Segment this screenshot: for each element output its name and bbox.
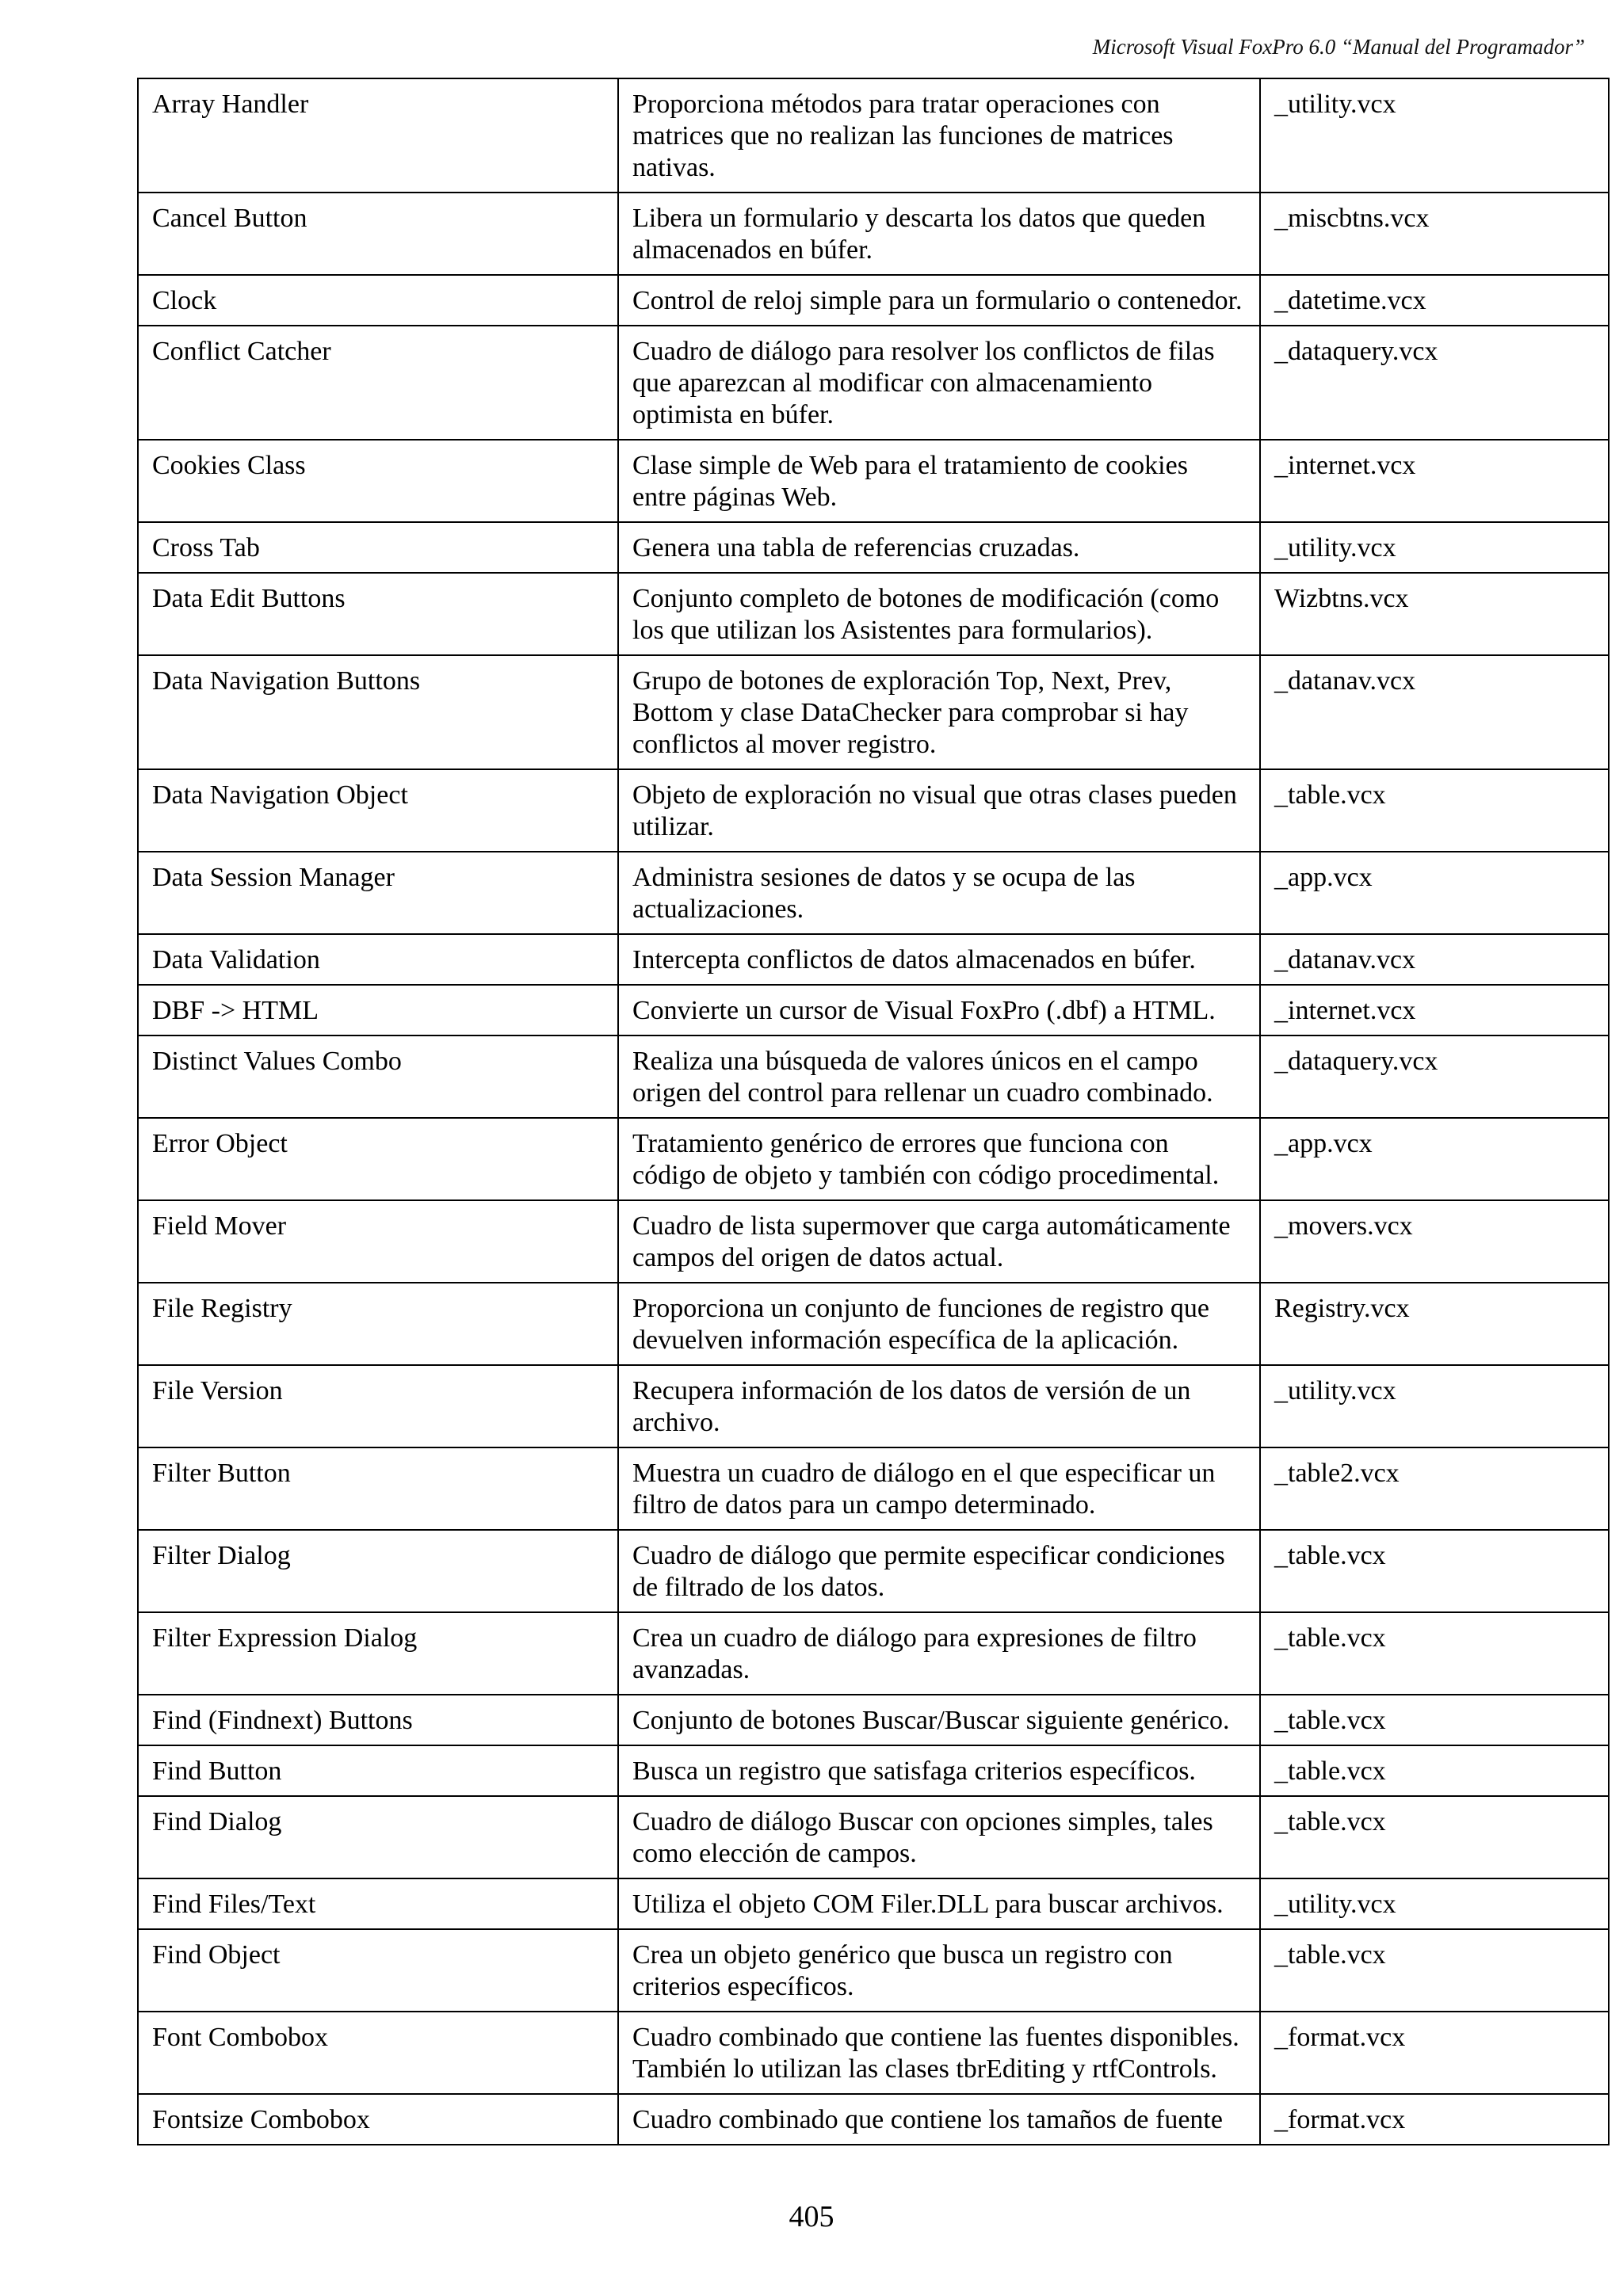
library-cell: _table.vcx	[1260, 1796, 1609, 1878]
table-row	[138, 1929, 1609, 2012]
table-row	[138, 1283, 1609, 1365]
library-cell: _utility.vcx	[1260, 78, 1609, 193]
description-cell: Libera un formulario y descarta los datos que queden almacenados en búfer.	[618, 193, 1260, 275]
description-cell: Crea un cuadro de diálogo para expresiones de filtro avanzadas.	[618, 1612, 1260, 1695]
description-cell: Convierte un cursor de Visual FoxPro (.dbf) a HTML.	[618, 985, 1260, 1035]
class-name-cell: Find Button	[138, 1745, 618, 1796]
class-name-cell: Filter Button	[138, 1447, 618, 1530]
library-cell: _datanav.vcx	[1260, 934, 1609, 985]
library-cell: _table.vcx	[1260, 1530, 1609, 1612]
table-row	[138, 2012, 1609, 2094]
description-cell: Cuadro de diálogo para resolver los conflictos de filas que aparezcan al modificar con almacenamiento optimista en búfer.	[618, 326, 1260, 440]
description-cell: Realiza una búsqueda de valores únicos en el campo origen del control para rellenar un cuadro combinado.	[618, 1035, 1260, 1118]
class-name-cell: File Registry	[138, 1283, 618, 1365]
class-reference-table	[137, 78, 1610, 2145]
library-cell: _miscbtns.vcx	[1260, 193, 1609, 275]
class-name-cell: Array Handler	[138, 78, 618, 193]
table-body	[138, 78, 1609, 2145]
description-cell: Cuadro combinado que contiene las fuentes disponibles. También lo utilizan las clases tbrEditing y rtfControls.	[618, 2012, 1260, 2094]
class-name-cell: Find Dialog	[138, 1796, 618, 1878]
class-name-cell: File Version	[138, 1365, 618, 1447]
table-row	[138, 1612, 1609, 1695]
table-row	[138, 852, 1609, 934]
description-cell: Grupo de botones de exploración Top, Next, Prev, Bottom y clase DataChecker para comprobar si hay conflictos al mover registro.	[618, 655, 1260, 769]
class-name-cell: Clock	[138, 275, 618, 326]
description-cell: Control de reloj simple para un formulario o contenedor.	[618, 275, 1260, 326]
description-cell: Muestra un cuadro de diálogo en el que especificar un filtro de datos para un campo determinado.	[618, 1447, 1260, 1530]
description-cell: Conjunto completo de botones de modificación (como los que utilizan los Asistentes para formularios).	[618, 573, 1260, 655]
class-name-cell: Find Object	[138, 1929, 618, 2012]
table-row	[138, 1200, 1609, 1283]
description-cell: Utiliza el objeto COM Filer.DLL para buscar archivos.	[618, 1878, 1260, 1929]
class-name-cell: Data Edit Buttons	[138, 573, 618, 655]
library-cell: Wizbtns.vcx	[1260, 573, 1609, 655]
description-cell: Objeto de exploración no visual que otras clases pueden utilizar.	[618, 769, 1260, 852]
description-cell: Clase simple de Web para el tratamiento de cookies entre páginas Web.	[618, 440, 1260, 522]
class-name-cell: Data Session Manager	[138, 852, 618, 934]
library-cell: _datanav.vcx	[1260, 655, 1609, 769]
class-name-cell: Distinct Values Combo	[138, 1035, 618, 1118]
table-row	[138, 1745, 1609, 1796]
library-cell: _table.vcx	[1260, 1929, 1609, 2012]
description-cell: Cuadro de diálogo Buscar con opciones simples, tales como elección de campos.	[618, 1796, 1260, 1878]
table-row	[138, 1118, 1609, 1200]
class-name-cell: Filter Dialog	[138, 1530, 618, 1612]
library-cell: _table2.vcx	[1260, 1447, 1609, 1530]
class-name-cell: Find Files/Text	[138, 1878, 618, 1929]
library-cell: _table.vcx	[1260, 1695, 1609, 1745]
library-cell: _movers.vcx	[1260, 1200, 1609, 1283]
table-row	[138, 934, 1609, 985]
library-cell: _dataquery.vcx	[1260, 326, 1609, 440]
description-cell: Conjunto de botones Buscar/Buscar siguiente genérico.	[618, 1695, 1260, 1745]
class-name-cell: Cancel Button	[138, 193, 618, 275]
table-row	[138, 655, 1609, 769]
library-cell: _table.vcx	[1260, 769, 1609, 852]
library-cell: Registry.vcx	[1260, 1283, 1609, 1365]
class-name-cell: Cross Tab	[138, 522, 618, 573]
class-name-cell: Filter Expression Dialog	[138, 1612, 618, 1695]
table-row	[138, 440, 1609, 522]
library-cell: _format.vcx	[1260, 2094, 1609, 2145]
class-name-cell: Fontsize Combobox	[138, 2094, 618, 2145]
table-row	[138, 1878, 1609, 1929]
library-cell: _app.vcx	[1260, 1118, 1609, 1200]
description-cell: Proporciona un conjunto de funciones de registro que devuelven información específica de la aplicación.	[618, 1283, 1260, 1365]
table-row	[138, 275, 1609, 326]
table-row	[138, 769, 1609, 852]
class-name-cell: DBF -> HTML	[138, 985, 618, 1035]
table-row	[138, 573, 1609, 655]
class-name-cell: Error Object	[138, 1118, 618, 1200]
running-header: Microsoft Visual FoxPro 6.0 “Manual del Programador”	[1092, 35, 1585, 59]
library-cell: _utility.vcx	[1260, 1878, 1609, 1929]
library-cell: _utility.vcx	[1260, 1365, 1609, 1447]
library-cell: _datetime.vcx	[1260, 275, 1609, 326]
class-name-cell: Font Combobox	[138, 2012, 618, 2094]
class-name-cell: Cookies Class	[138, 440, 618, 522]
table-row	[138, 1035, 1609, 1118]
class-name-cell: Data Validation	[138, 934, 618, 985]
table-row	[138, 2094, 1609, 2145]
class-name-cell: Find (Findnext) Buttons	[138, 1695, 618, 1745]
table-row	[138, 1447, 1609, 1530]
description-cell: Cuadro combinado que contiene los tamaños de fuente	[618, 2094, 1260, 2145]
library-cell: _table.vcx	[1260, 1745, 1609, 1796]
class-name-cell: Conflict Catcher	[138, 326, 618, 440]
library-cell: _utility.vcx	[1260, 522, 1609, 573]
class-name-cell: Data Navigation Buttons	[138, 655, 618, 769]
description-cell: Busca un registro que satisfaga criterios específicos.	[618, 1745, 1260, 1796]
table-row	[138, 193, 1609, 275]
table-row	[138, 1695, 1609, 1745]
description-cell: Administra sesiones de datos y se ocupa de las actualizaciones.	[618, 852, 1260, 934]
description-cell: Cuadro de diálogo que permite especificar condiciones de filtrado de los datos.	[618, 1530, 1260, 1612]
description-cell: Recupera información de los datos de versión de un archivo.	[618, 1365, 1260, 1447]
page-number: 405	[789, 2200, 834, 2233]
class-name-cell: Field Mover	[138, 1200, 618, 1283]
description-cell: Cuadro de lista supermover que carga automáticamente campos del origen de datos actual.	[618, 1200, 1260, 1283]
library-cell: _table.vcx	[1260, 1612, 1609, 1695]
description-cell: Crea un objeto genérico que busca un registro con criterios específicos.	[618, 1929, 1260, 2012]
table-row	[138, 522, 1609, 573]
library-cell: _internet.vcx	[1260, 985, 1609, 1035]
table-row	[138, 78, 1609, 193]
table-row	[138, 985, 1609, 1035]
description-cell: Proporciona métodos para tratar operaciones con matrices que no realizan las funciones de matrices nativas.	[618, 78, 1260, 193]
library-cell: _internet.vcx	[1260, 440, 1609, 522]
description-cell: Genera una tabla de referencias cruzadas.	[618, 522, 1260, 573]
description-cell: Tratamiento genérico de errores que funciona con código de objeto y también con código procedimental.	[618, 1118, 1260, 1200]
library-cell: _app.vcx	[1260, 852, 1609, 934]
table-row	[138, 326, 1609, 440]
table-row	[138, 1796, 1609, 1878]
description-cell: Intercepta conflictos de datos almacenados en búfer.	[618, 934, 1260, 985]
class-name-cell: Data Navigation Object	[138, 769, 618, 852]
table-row	[138, 1530, 1609, 1612]
library-cell: _dataquery.vcx	[1260, 1035, 1609, 1118]
library-cell: _format.vcx	[1260, 2012, 1609, 2094]
table-row	[138, 1365, 1609, 1447]
